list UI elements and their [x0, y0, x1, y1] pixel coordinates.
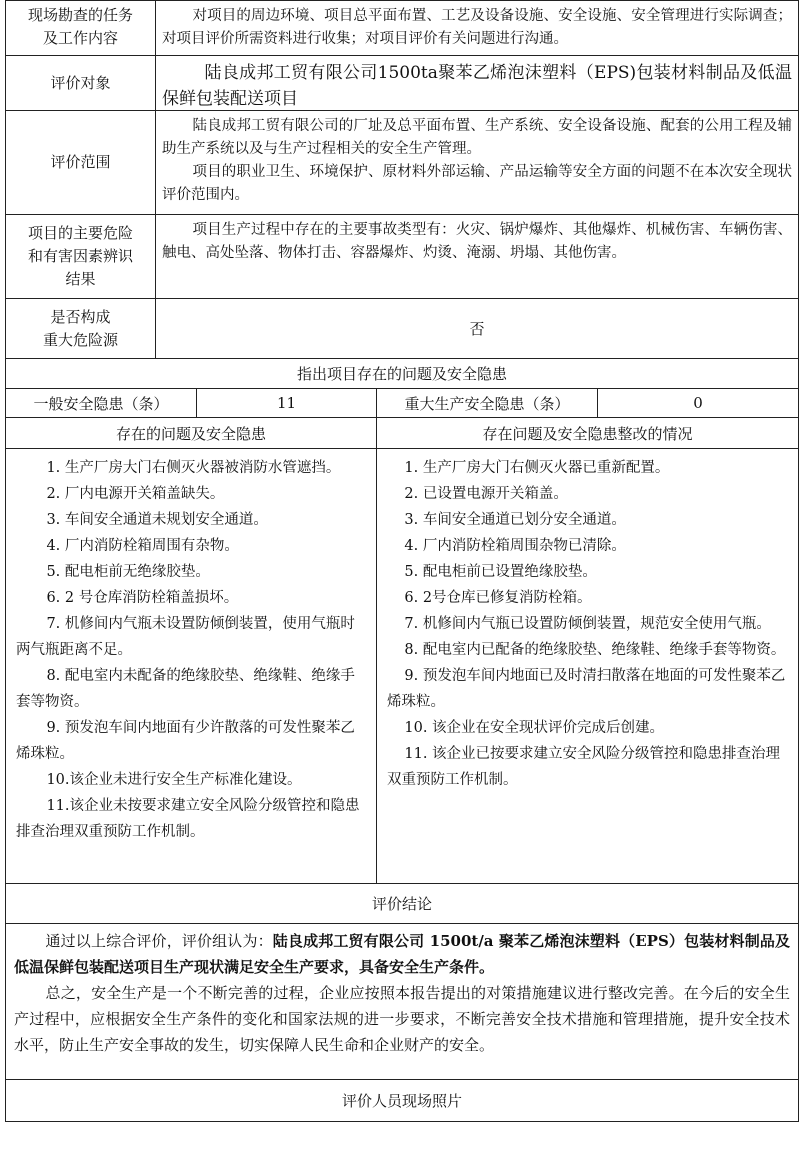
scope-para2: 项目的职业卫生、环境保护、原材料外部运输、产品运输等安全方面的问题不在本次安全现状评价范围内。 [162, 164, 792, 203]
photos-header: 评价人员现场照片 [6, 1080, 799, 1122]
fix-item: 6. 2号仓库已修复消防栓箱。 [404, 590, 592, 606]
scope-label: 评价范围 [6, 111, 156, 215]
lists-row [6, 449, 799, 884]
conclusion-summary: 总之，安全生产是一个不断完善的过程，企业应按照本报告提出的对策措施建议进行整改完善。在今后的安全生产过程中，应根据安全生产条件的变化和国家法规的进一步要求，不断完善安全技术措施和管理措施，提升安全技术水平，防止生产安全事故的发生，切实保障人民生命和企业财产的安全。 [14, 984, 790, 1054]
fixes-header: 存在问题及安全隐患整改的情况 [377, 418, 799, 449]
evaluation-form [5, 0, 798, 1122]
fix-item: 7. 机修间内气瓶已设置防倾倒装置，规范安全使用气瓶。 [404, 616, 771, 632]
scope-text-cell [156, 111, 799, 215]
object-row [6, 56, 799, 111]
issues-header-row [6, 359, 799, 389]
columns-header-row [6, 418, 799, 449]
issues-header: 指出项目存在的问题及安全隐患 [6, 359, 799, 389]
major-hazard-label-line2: 重大危险源 [42, 330, 118, 349]
major-hazard-row [6, 299, 799, 359]
fix-item: 11. 该企业已按要求建立安全风险分级管控和隐患排查治理双重预防工作机制。 [387, 746, 781, 788]
fix-item: 10. 该企业在安全现状评价完成后创建。 [404, 720, 665, 736]
problem-item: 6. 2 号仓库消防栓箱盖损坏。 [46, 590, 239, 606]
hazards-text-cell [156, 215, 799, 299]
major-hazards-count: 0 [598, 389, 799, 418]
task-label-line2: 及工作内容 [42, 29, 118, 47]
photos-header-row [6, 1080, 799, 1122]
problem-item: 11.该企业未按要求建立安全风险分级管控和隐患排查治理双重预防工作机制。 [16, 798, 360, 840]
general-hazards-count: 11 [197, 389, 377, 418]
hazards-label [6, 215, 156, 299]
general-hazards-label: 一般安全隐患（条） [6, 389, 197, 418]
task-label [6, 1, 156, 56]
conclusion-row [6, 924, 799, 1080]
scope-para1: 陆良成邦工贸有限公司的厂址及总平面布置、生产系统、安全设备设施、配套的公用工程及辅助生产系统以及与生产过程相关的安全生产管理。 [162, 118, 792, 157]
problem-item: 2. 厂内电源开关箱盖缺失。 [46, 486, 225, 502]
problem-item: 9. 预发泡车间内地面有少许散落的可发性聚苯乙烯珠粒。 [16, 720, 355, 762]
counts-row [6, 389, 799, 418]
conclusion-intro: 通过以上综合评价，评价组认为： [45, 932, 273, 950]
major-hazards-label: 重大生产安全隐患（条） [377, 389, 598, 418]
object-label: 评价对象 [6, 56, 156, 111]
problem-item: 7. 机修间内气瓶未设置防倾倒装置，使用气瓶时两气瓶距离不足。 [16, 616, 355, 658]
problems-list [6, 449, 377, 884]
problem-item: 5. 配电柜前无绝缘胶垫。 [46, 564, 210, 580]
fix-item: 1. 生产厂房大门右侧灭火器已重新配置。 [404, 460, 670, 476]
major-hazard-label-line1: 是否构成 [50, 307, 111, 326]
problem-item: 10.该企业未进行安全生产标准化建设。 [46, 772, 302, 788]
fix-item: 4. 厂内消防栓箱周围杂物已清除。 [404, 538, 626, 554]
problem-item: 8. 配电室内未配备的绝缘胶垫、绝缘鞋、绝缘手套等物资。 [16, 668, 355, 710]
info-table [5, 0, 799, 1122]
task-row [6, 1, 799, 56]
fix-item: 3. 车间安全通道已划分安全通道。 [404, 512, 626, 528]
object-text-cell [156, 56, 799, 111]
fixes-list [377, 449, 799, 884]
hazards-label-line2: 和有害因素辨识 [27, 247, 133, 265]
conclusion-statement: 陆良成邦工贸有限公司 1500t/a 聚苯乙烯泡沫塑料（EPS）包装材料制品及低温保鲜包装配送项目生产现状满足安全生产要求，具备安全生产条件。 [14, 932, 790, 976]
hazards-label-line1: 项目的主要危险 [27, 224, 133, 242]
conclusion-body [6, 924, 799, 1080]
object-text: 陆良成邦工贸有限公司1500ta聚苯乙烯泡沫塑料（EPS)包装材料制品及低温保鲜包装配送项目 [162, 63, 792, 106]
fix-item: 8. 配电室内已配备的绝缘胶垫、绝缘鞋、绝缘手套等物资。 [404, 642, 786, 658]
major-hazard-label [6, 299, 156, 359]
hazards-row [6, 215, 799, 299]
task-text-cell [156, 1, 799, 56]
hazards-label-line3: 结果 [65, 270, 96, 288]
problem-item: 3. 车间安全通道未规划安全通道。 [46, 512, 268, 528]
conclusion-header-row [6, 884, 799, 924]
problem-item: 4. 厂内消防栓箱周围有杂物。 [46, 538, 239, 554]
fix-item: 2. 已设置电源开关箱盖。 [404, 486, 568, 502]
major-hazard-value: 否 [156, 299, 799, 359]
fix-item: 9. 预发泡车间内地面已及时清扫散落在地面的可发性聚苯乙烯珠粒。 [387, 668, 786, 710]
task-label-line1: 现场勘查的任务 [27, 6, 133, 24]
conclusion-header: 评价结论 [6, 884, 799, 924]
task-text: 对项目的周边环境、项目总平面布置、工艺及设备设施、安全设施、安全管理进行实际调查；对项目评价所需资料进行收集；对项目评价有关问题进行沟通。 [162, 8, 792, 47]
problem-item: 1. 生产厂房大门右侧灭火器被消防水管遮挡。 [46, 460, 341, 476]
scope-row [6, 111, 799, 215]
hazards-text: 项目生产过程中存在的主要事故类型有：火灾、锅炉爆炸、其他爆炸、机械伤害、车辆伤害、触电、高处坠落、物体打击、容器爆炸、灼烫、淹溺、坍塌、其他伤害。 [162, 222, 792, 261]
problems-header: 存在的问题及安全隐患 [6, 418, 377, 449]
fix-item: 5. 配电柜前已设置绝缘胶垫。 [404, 564, 597, 580]
